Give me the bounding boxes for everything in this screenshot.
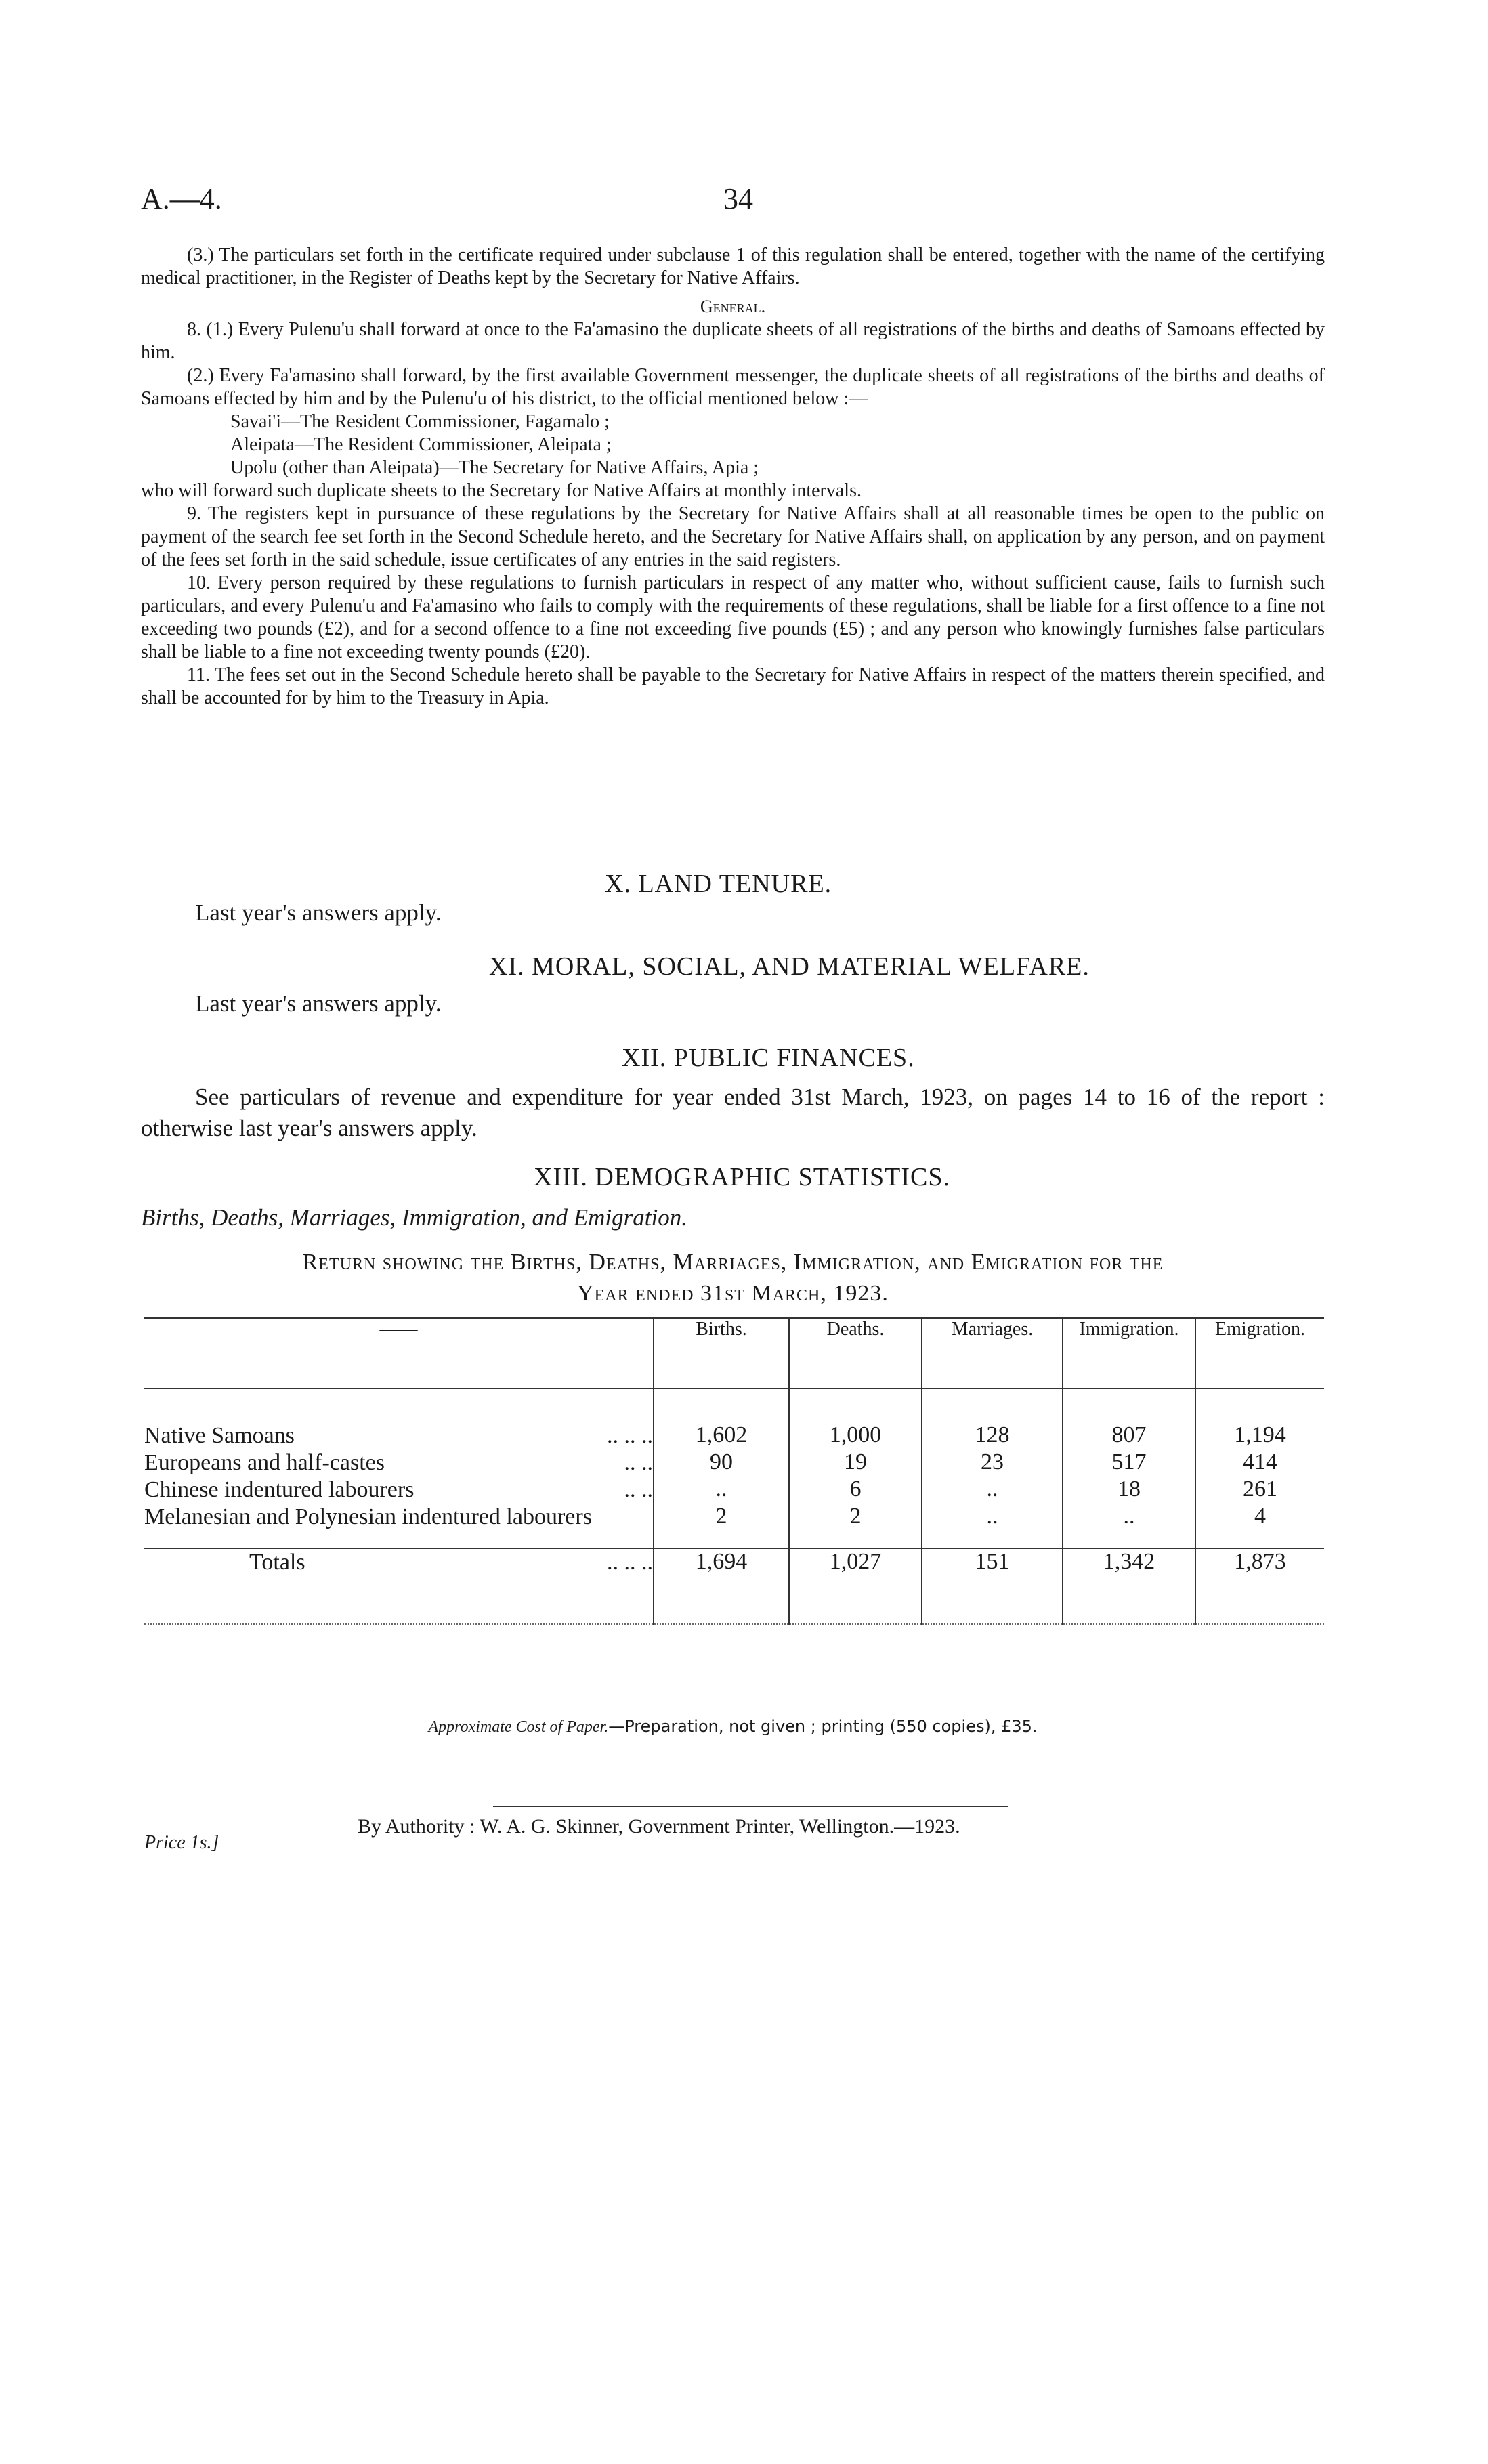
authority-line: By Authority : W. A. G. Skinner, Government Printer, Wellington.—1923. <box>358 1815 960 1838</box>
column-header: Marriages. <box>922 1318 1063 1388</box>
paragraph-9: 9. The registers kept in pursuance of these regulations by the Secretary for Native Affairs shall at all reasonable times be open to the public on payment of the search fee set forth in the Second Schedule hereto, and the Secretary for Native Affairs shall, on application by any person, and on payment of the fees set forth in the said schedule, issue certificates of any entries in the said registers. <box>141 503 1325 570</box>
cost-footnote-text: —Preparation, not given ; printing (550 copies), £35. <box>608 1717 1038 1736</box>
paragraph-10: 10. Every person required by these regulations to furnish particulars in respect of any matter who, without sufficient cause, fails to furnish such particulars, and every Pulenu'u and Fa'amasino who fails to comply with the requirements of these regulations, shall be liable for a first offence to a fine not exceeding two pounds (£2), and for a second offence to a fine not exceeding five pounds (£5) ; and any person who knowingly furnishes false particulars shall be liable to a fine not exceeding twenty pounds (£20). <box>141 572 1325 662</box>
section-x-text: Last year's answers apply. <box>195 899 442 926</box>
column-header: Emigration. <box>1195 1318 1324 1388</box>
section-xi-heading: XI. MORAL, SOCIAL, AND MATERIAL WELFARE. <box>489 952 1090 981</box>
table-cell: 18 <box>1063 1477 1195 1504</box>
schedule-line: Aleipata—The Resident Commissioner, Aleipata ; <box>230 434 612 455</box>
total-cell: 151 <box>922 1548 1063 1624</box>
totals-row <box>144 1548 1324 1624</box>
section-xiii-heading: XIII. DEMOGRAPHIC STATISTICS. <box>534 1163 950 1191</box>
column-header: Deaths. <box>789 1318 922 1388</box>
row-label: Native Samoans <box>144 1423 295 1448</box>
row-leader: .. .. .. <box>607 1550 653 1575</box>
table-header-row <box>144 1318 1324 1388</box>
table-row <box>144 1449 1324 1477</box>
section-xiii-subheading: Births, Deaths, Marriages, Immigration, and Emigration. <box>141 1204 687 1231</box>
table-cell: 2 <box>654 1504 789 1531</box>
table-cell: .. <box>654 1477 789 1504</box>
table-cell: 2 <box>789 1504 922 1531</box>
table-cell: 517 <box>1063 1449 1195 1477</box>
row-leader: .. .. <box>624 1477 653 1502</box>
table-cell: 23 <box>922 1449 1063 1477</box>
paragraph-11: 11. The fees set out in the Second Schedule hereto shall be payable to the Secretary for Native Affairs in respect of the matters therein specified, and shall be accounted for by him to the Treasury in Apia. <box>141 664 1325 708</box>
paragraph-8-tail: who will forward such duplicate sheets to the Secretary for Native Affairs at monthly intervals. <box>141 480 862 501</box>
paragraph-8-1: 8. (1.) Every Pulenu'u shall forward at once to the Fa'amasino the duplicate sheets of all registrations of the births and deaths of Samoans effected by him. <box>141 319 1325 363</box>
page-number: 34 <box>723 182 753 215</box>
return-title-line2: Year ended 31st March, 1923. <box>577 1281 889 1306</box>
cost-footnote-label: Approximate Cost of Paper. <box>428 1718 609 1736</box>
table-cell: 1,000 <box>789 1422 922 1449</box>
table-cell: 1,194 <box>1195 1422 1324 1449</box>
row-label: Europeans and half-castes <box>144 1450 385 1475</box>
row-label: Chinese indentured labourers <box>144 1477 414 1502</box>
paragraph-8-2: (2.) Every Fa'amasino shall forward, by the first available Government messenger, the duplicate sheets of all registrations of the births and deaths of Samoans effected by him and by the Pulenu'u of his district, to the official mentioned below :— <box>141 365 1325 409</box>
total-cell: 1,342 <box>1063 1548 1195 1624</box>
column-header: Births. <box>654 1318 789 1388</box>
paragraph-3: (3.) The particulars set forth in the certificate required under subclause 1 of this regulation shall be entered, together with the name of the certifying medical practitioner, in the Register of Deaths kept by the Secretary for Native Affairs. <box>141 245 1325 289</box>
row-label: Melanesian and Polynesian indentured labourers <box>144 1504 592 1529</box>
divider <box>493 1806 1008 1807</box>
total-cell: 1,873 <box>1195 1548 1324 1624</box>
table-cell: 90 <box>654 1449 789 1477</box>
return-title-line1: Return showing the Births, Deaths, Marriages, Immigration, and Emigration for the <box>302 1250 1164 1275</box>
cost-footnote <box>141 1717 1325 1737</box>
table-cell: .. <box>1063 1504 1195 1531</box>
table-cell: 807 <box>1063 1422 1195 1449</box>
general-heading: General. <box>700 297 766 316</box>
table-cell: 1,602 <box>654 1422 789 1449</box>
table-cell: 414 <box>1195 1449 1324 1477</box>
regulations-text <box>141 244 1325 710</box>
table-cell: 19 <box>789 1449 922 1477</box>
row-leader: .. .. <box>624 1450 653 1475</box>
section-x-heading: X. LAND TENURE. <box>605 870 832 898</box>
price-label: Price 1s.] <box>144 1832 219 1853</box>
table-cell: 6 <box>789 1477 922 1504</box>
column-header: Immigration. <box>1063 1318 1195 1388</box>
table-corner: —— <box>144 1318 654 1388</box>
section-xi-text: Last year's answers apply. <box>195 990 442 1017</box>
schedule-line: Savai'i—The Resident Commissioner, Fagamalo ; <box>230 411 610 432</box>
document-reference: A.—4. <box>141 182 222 215</box>
table-cell: .. <box>922 1477 1063 1504</box>
table-row <box>144 1504 1324 1531</box>
table-row <box>144 1422 1324 1449</box>
table-cell: 261 <box>1195 1477 1324 1504</box>
table-cell: 128 <box>922 1422 1063 1449</box>
schedule-line: Upolu (other than Aleipata)—The Secretary for Native Affairs, Apia ; <box>230 457 759 478</box>
row-leader: .. .. .. <box>607 1423 653 1448</box>
table-row <box>144 1477 1324 1504</box>
section-xii-heading: XII. PUBLIC FINANCES. <box>622 1044 915 1072</box>
total-cell: 1,694 <box>654 1548 789 1624</box>
totals-label: Totals <box>249 1550 305 1575</box>
table-cell: 4 <box>1195 1504 1324 1531</box>
section-xii-text: See particulars of revenue and expenditure for year ended 31st March, 1923, on pages 14 to 16 of the report : otherwise last year's answers apply. <box>141 1084 1325 1141</box>
demographic-table <box>144 1317 1324 1625</box>
table-cell: .. <box>922 1504 1063 1531</box>
total-cell: 1,027 <box>789 1548 922 1624</box>
